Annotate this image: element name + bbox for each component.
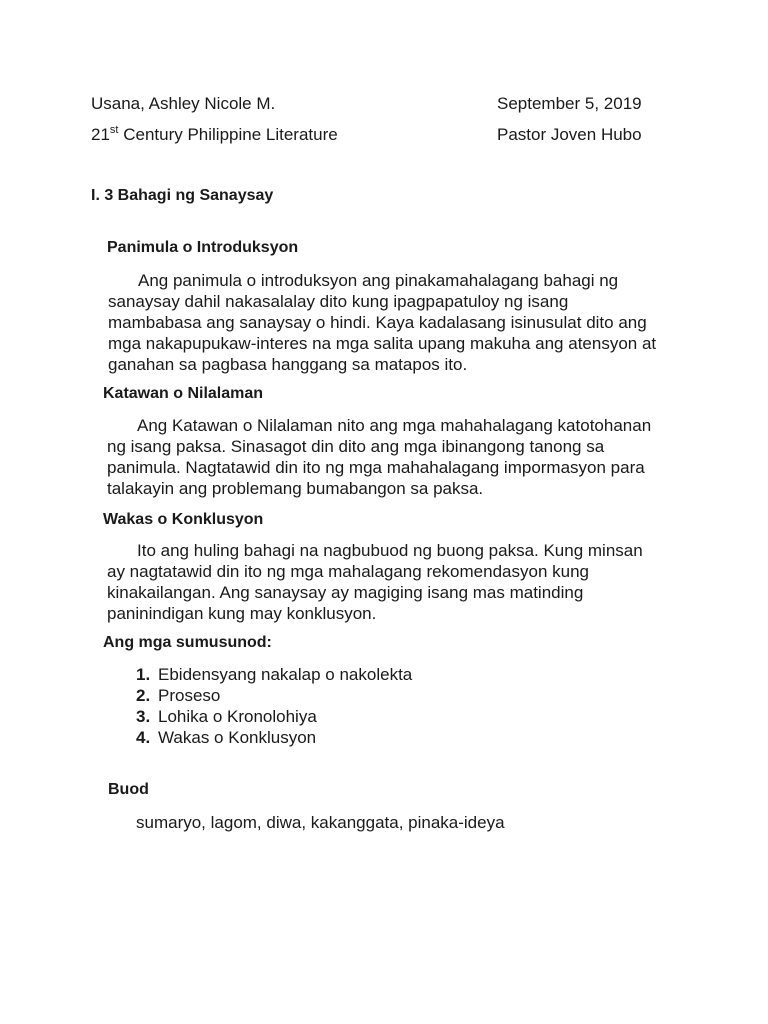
course-name: Century Philippine Literature	[118, 125, 338, 144]
teacher-name: Pastor Joven Hubo	[497, 125, 642, 144]
course-number: 21	[91, 125, 110, 144]
paragraph-line: ng isang paksa. Sinasagot din dito ang mga ibinangong tanong sa	[107, 437, 605, 456]
buod-text: sumaryo, lagom, diwa, kakanggata, pinaka-ideya	[136, 813, 505, 832]
list-item-text: Ebidensyang nakalap o nakolekta	[158, 665, 413, 684]
paragraph-line: ganahan sa pagbasa hanggang sa matapos ito.	[108, 355, 468, 374]
paragraph-wakas	[107, 540, 707, 624]
list-item-number: 4.	[136, 728, 151, 747]
section-title: I. 3 Bahagi ng Sanaysay	[91, 187, 274, 204]
course-title	[91, 125, 338, 145]
list-item-text: Wakas o Konklusyon	[158, 728, 317, 747]
paragraph-panimula	[108, 270, 708, 375]
student-name: Usana, Ashley Nicole M.	[91, 94, 276, 113]
heading-katawan: Katawan o Nilalaman	[103, 385, 264, 402]
list-item	[136, 706, 412, 727]
list-item	[136, 727, 412, 748]
list-heading: Ang mga sumusunod:	[103, 634, 272, 651]
heading-wakas: Wakas o Konklusyon	[103, 511, 264, 528]
paragraph-line: Ang panimula o introduksyon ang pinakamahalagang bahagi ng	[138, 271, 619, 290]
list-item-number: 2.	[136, 686, 151, 705]
paragraph-line: Ito ang huling bahagi na nagbubuod ng buong paksa. Kung minsan	[137, 541, 643, 560]
course-ordinal-suffix: st	[109, 124, 119, 136]
paragraph-line: sanaysay dahil nakasalalay dito kung ipagpapatuloy ng isang	[108, 292, 569, 311]
heading-panimula: Panimula o Introduksyon	[107, 239, 299, 256]
paragraph-line: mambabasa ang sanaysay o hindi. Kaya kadalasang isinusulat dito ang	[108, 313, 647, 332]
paragraph-line: talakayin ang problemang bumabangon sa paksa.	[107, 479, 484, 498]
paragraph-line: paninindigan kung may konklusyon.	[107, 604, 377, 623]
list-item-number: 3.	[136, 707, 151, 726]
paragraph-line: mga nakapupukaw-interes na mga salita upang makuha ang atensyon at	[108, 334, 657, 353]
list-item	[136, 685, 412, 706]
heading-buod: Buod	[108, 781, 149, 798]
list-item-text: Proseso	[158, 686, 221, 705]
document-date: September 5, 2019	[497, 94, 642, 113]
paragraph-line: panimula. Nagtatawid din ito ng mga mahahalagang impormasyon para	[107, 458, 645, 477]
paragraph-line: Ang Katawan o Nilalaman nito ang mga mahahalagang katotohanan	[137, 416, 652, 435]
paragraph-line: ay nagtatawid din ito ng mga mahalagang rekomendasyon kung	[107, 562, 589, 581]
list-item-number: 1.	[136, 665, 151, 684]
paragraph-line: kinakailangan. Ang sanaysay ay magiging isang mas matinding	[107, 583, 584, 602]
paragraph-katawan	[107, 415, 707, 499]
list-item	[136, 664, 412, 685]
list-item-text: Lohika o Kronolohiya	[158, 707, 317, 726]
numbered-list	[136, 664, 412, 748]
